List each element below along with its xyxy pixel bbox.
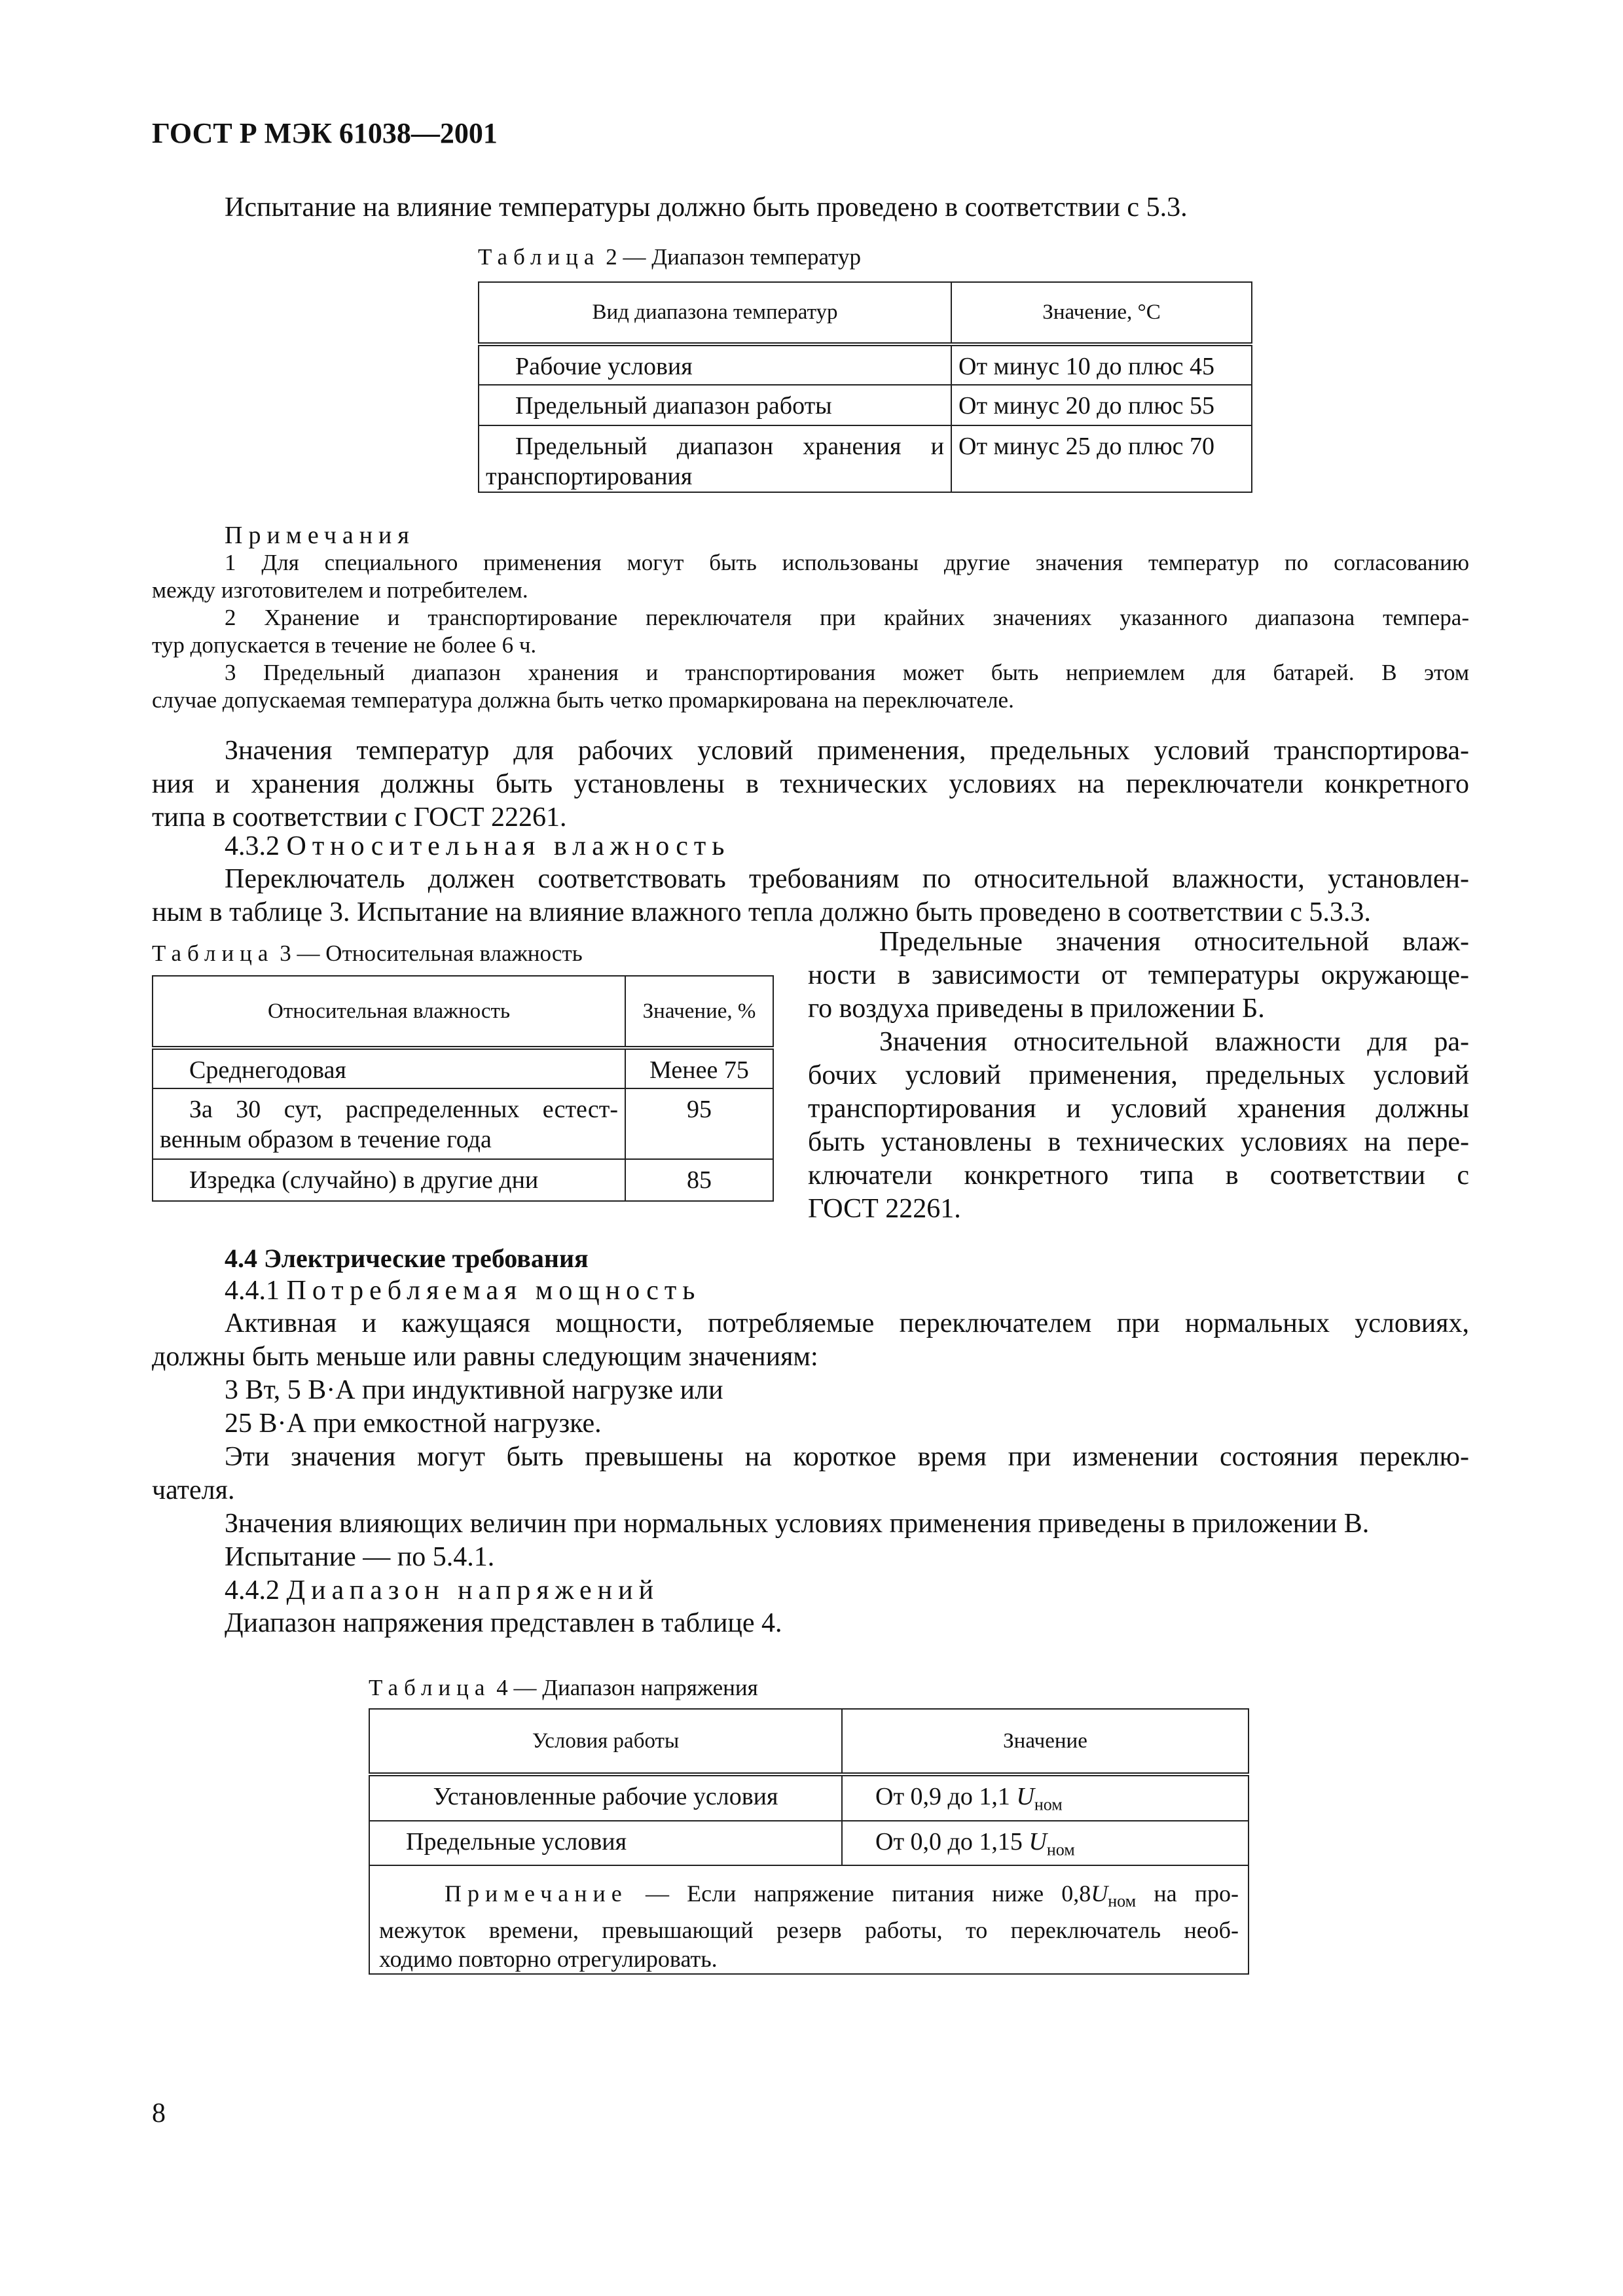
intro-paragraph: Испытание на влияние температуры должно быть проведено в соответствии с 5.3. <box>225 192 1188 223</box>
table-row <box>369 1774 1249 1821</box>
table4-cell-value: От 0,0 до 1,15 $U_{ном}$ <box>842 1821 1249 1866</box>
table4-note: Примечание — Если напряжение питания ниже $0,8U_{ном}$ на про- межуток времени, превышающий резерв работы, то переключатель необ- ходимо повторно отрегулировать. <box>369 1865 1249 1974</box>
table2-cell-name: Рабочие условия <box>479 344 951 385</box>
section-4-4-2-heading: 4.4.2 Диапазон напряжений <box>225 1575 660 1605</box>
table4-header-value: Значение <box>842 1709 1249 1774</box>
table-row <box>153 1159 773 1201</box>
table2-cell-value: От минус 25 до плюс 70 <box>951 425 1252 492</box>
table3-cell-value: 85 <box>625 1159 773 1201</box>
table4-note-row <box>369 1865 1249 1974</box>
table4-header-conditions: Условия работы <box>369 1709 842 1774</box>
table-row <box>479 385 1252 425</box>
power-paragraph: Активная и кажущаяся мощности, потребляемые переключателем при нормальных условиях, должны быть меньше или равны следующим значениям: 3 Вт, 5 В·А при индуктивной нагрузке или 25 В·А при емкостной нагрузке. Эти значения могут быть превышены на короткое время при изменении состояния переклю- чателя. Значения влияющих величин при нормальных условиях применения приведены в приложении В. Испытание — по 5.4.1. <box>152 1308 1469 1572</box>
table4-cell-value: От 0,9 до 1,1 $U_{ном}$ <box>842 1774 1249 1821</box>
table-row <box>369 1821 1249 1866</box>
table2-cell-name: Предельный диапазон работы <box>479 385 951 425</box>
notes-block: 1 Для специального применения могут быть использованы другие значения температур по согласованию между изготовителем и потребителем. 2 Хранение и транспортирование переключателя при крайних значениях указанного диапазона темпера- тур допускается в течение не более 6 ч. 3 Предельный диапазон хранения и транспортирования может быть неприемлем для батарей. В этом случае допускаемая температура должна быть четко промаркирована на переключателе. <box>152 550 1469 713</box>
table3-cell-name: Изредка (случайно) в другие дни <box>153 1159 625 1201</box>
page-number: 8 <box>152 2098 166 2128</box>
table3-cell-name: За 30 сут, распределенных естест- венным образом в течение года <box>153 1088 625 1159</box>
section-4-4-heading: 4.4 Электрические требования <box>225 1244 589 1273</box>
section-4-3-2-heading: 4.3.2 Относительная влажность <box>225 831 731 861</box>
document-title: ГОСТ Р МЭК 61038—2001 <box>152 117 498 149</box>
table-row <box>479 344 1252 385</box>
notes-label: Примечания <box>225 522 415 549</box>
table2-cell-value: От минус 10 до плюс 45 <box>951 344 1252 385</box>
table3-relative-humidity <box>152 975 774 1202</box>
table2-cell-name: Предельный диапазон хранения и транспортирования <box>479 425 951 492</box>
temperature-paragraph: Значения температур для рабочих условий применения, предельных условий транспортирова- ния и хранения должны быть установлены в технических условиях на переключатели конкретного типа в соответствии с ГОСТ 22261. <box>152 736 1469 833</box>
table2-caption: Таблица 2 — Диапазон температур <box>478 244 861 270</box>
table4-cell-name: Предельные условия <box>369 1821 842 1866</box>
voltage-paragraph: Диапазон напряжения представлен в таблице 4. <box>225 1608 782 1638</box>
table-row <box>479 425 1252 492</box>
table2-cell-value: От минус 20 до плюс 55 <box>951 385 1252 425</box>
table3-caption: Таблица 3 — Относительная влажность <box>152 941 583 966</box>
table2-temperature-ranges <box>478 281 1252 493</box>
table2-header-value: Значение, °С <box>951 282 1252 344</box>
section-4-4-1-heading: 4.4.1 Потребляемая мощность <box>225 1276 701 1306</box>
table2-header-type: Вид диапазона температур <box>479 282 951 344</box>
table3-header-humidity: Относительная влажность <box>153 976 625 1048</box>
table-row <box>153 1048 773 1088</box>
humidity-paragraph: Переключатель должен соответствовать требованиям по относительной влажности, установлен- ным в таблице 3. Испытание на влияние влажного тепла должно быть проведено в соответствии с 5.3.3. <box>152 864 1469 927</box>
table-row <box>153 1088 773 1159</box>
table3-header-value: Значение, % <box>625 976 773 1048</box>
table4-cell-name: Установленные рабочие условия <box>369 1774 842 1821</box>
table4-caption: Таблица 4 — Диапазон напряжения <box>369 1675 758 1700</box>
table3-cell-name: Среднегодовая <box>153 1048 625 1088</box>
table3-cell-value: Менее 75 <box>625 1048 773 1088</box>
table4-voltage-range <box>369 1708 1249 1975</box>
table3-cell-value: 95 <box>625 1088 773 1159</box>
side-paragraph: Предельные значения относительной влаж- ности в зависимости от температуры окружающе- го воздуха приведены в приложении Б. Значения относительной влажности для ра- бочих условий применения, предельных условий транспортирования и условий хранения должны быть установлены в технических условиях на пере- ключатели конкретного типа в соответствии с ГОСТ 22261. <box>808 927 1469 1224</box>
